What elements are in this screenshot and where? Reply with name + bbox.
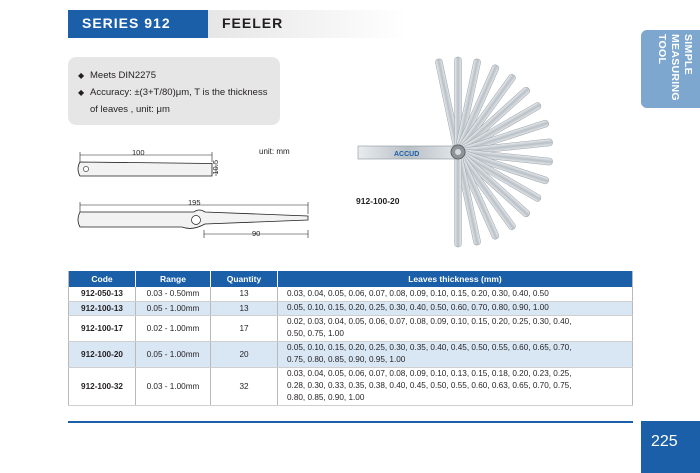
column-header-code: Code [69, 271, 136, 287]
thickness-line: 0.80, 0.85, 0.90, 1.00 [287, 393, 365, 402]
feature-item [78, 84, 270, 101]
cell-range: 0.02 - 1.00mm [136, 315, 211, 341]
dimension-total-label: 195 [188, 198, 201, 207]
table-row [69, 301, 633, 315]
cell-code: 912-100-13 [69, 301, 136, 315]
thickness-line: 0.50, 0.75, 1.00 [287, 329, 344, 338]
thickness-line: 0.03, 0.04, 0.05, 0.06, 0.07, 0.08, 0.09, 0.10, 0.15, 0.20, 0.30, 0.40, 0.50 [287, 288, 549, 298]
cell-thickness [278, 341, 633, 367]
model-label: 912-100-20 [356, 196, 400, 206]
table-row [69, 341, 633, 367]
cell-quantity: 32 [211, 367, 278, 405]
table-row [69, 367, 633, 405]
feeler-gauge-image [350, 52, 565, 252]
feature-item [78, 67, 270, 84]
diamond-bullet-icon: ◆ [78, 88, 85, 97]
gauge-handle [358, 146, 458, 159]
dimension-height-label: 10.5 [211, 160, 220, 175]
cell-range: 0.03 - 0.50mm [136, 287, 211, 301]
cell-code: 912-100-20 [69, 341, 136, 367]
cell-thickness [278, 287, 633, 301]
footer-divider [68, 421, 633, 423]
column-header-range: Range [136, 271, 211, 287]
cell-range: 0.05 - 1.00mm [136, 341, 211, 367]
cell-thickness [278, 315, 633, 341]
cell-code: 912-100-17 [69, 315, 136, 341]
table-row [69, 315, 633, 341]
unit-label: unit: mm [259, 147, 290, 156]
thickness-line: 0.05, 0.10, 0.15, 0.20, 0.25, 0.30, 0.35, 0.40, 0.45, 0.50, 0.55, 0.60, 0.65, 0.70, [287, 343, 572, 352]
thickness-line: 0.75, 0.80, 0.85, 0.90, 0.95, 1.00 [287, 355, 406, 364]
cell-quantity: 20 [211, 341, 278, 367]
cell-thickness [278, 367, 633, 405]
series-banner [68, 10, 208, 38]
category-label-line1: SIMPLE [682, 34, 694, 75]
column-header-quantity: Quantity [211, 271, 278, 287]
drawing-top-view [74, 146, 234, 186]
cell-code: 912-050-13 [69, 287, 136, 301]
thickness-line: 0.05, 0.10, 0.15, 0.20, 0.25, 0.30, 0.40, 0.50, 0.60, 0.70, 0.80, 0.90, 1.00 [287, 303, 549, 312]
feature-text: of leaves , unit: μm [90, 104, 170, 115]
thickness-line: 0.03, 0.04, 0.05, 0.06, 0.07, 0.08, 0.09, 0.10, 0.13, 0.15, 0.18, 0.20, 0.23, 0.25, [287, 369, 572, 378]
cell-quantity: 13 [211, 287, 278, 301]
cell-range: 0.03 - 1.00mm [136, 367, 211, 405]
category-label [655, 34, 694, 108]
feature-text: Accuracy: ±(3+T/80)μm, T is the thickness [90, 87, 268, 98]
category-label-line2: MEASURING TOOL [656, 34, 681, 101]
thickness-line: 0.02, 0.03, 0.04, 0.05, 0.06, 0.07, 0.08, 0.09, 0.10, 0.15, 0.20, 0.25, 0.30, 0.40, [287, 317, 572, 326]
diamond-bullet-icon: ◆ [78, 71, 85, 80]
table-header-row [69, 271, 633, 287]
pivot-screw-center [455, 149, 461, 155]
cell-range: 0.05 - 1.00mm [136, 301, 211, 315]
page-number: 225 [651, 433, 678, 450]
dimension-blade-label: 90 [252, 229, 261, 238]
product-title: FEELER [222, 15, 284, 31]
features-box [68, 57, 280, 125]
product-title-bar [208, 10, 408, 38]
feature-text: Meets DIN2275 [90, 70, 157, 81]
cell-code: 912-100-32 [69, 367, 136, 405]
specification-table [68, 271, 633, 406]
series-title: SERIES 912 [82, 15, 171, 31]
column-header-thickness: Leaves thickness (mm) [278, 271, 633, 287]
cell-quantity: 13 [211, 301, 278, 315]
thickness-line: 0.28, 0.30, 0.33, 0.35, 0.38, 0.40, 0.45, 0.50, 0.55, 0.60, 0.63, 0.65, 0.70, 0.75, [287, 381, 572, 390]
cell-quantity: 17 [211, 315, 278, 341]
table-row [69, 287, 633, 301]
dimension-length-label: 100 [132, 148, 145, 157]
category-side-tab [641, 30, 700, 108]
cell-thickness [278, 301, 633, 315]
feature-item-continued [78, 101, 270, 118]
brand-logo: ACCUD [394, 151, 420, 158]
page-number-box [641, 421, 700, 473]
